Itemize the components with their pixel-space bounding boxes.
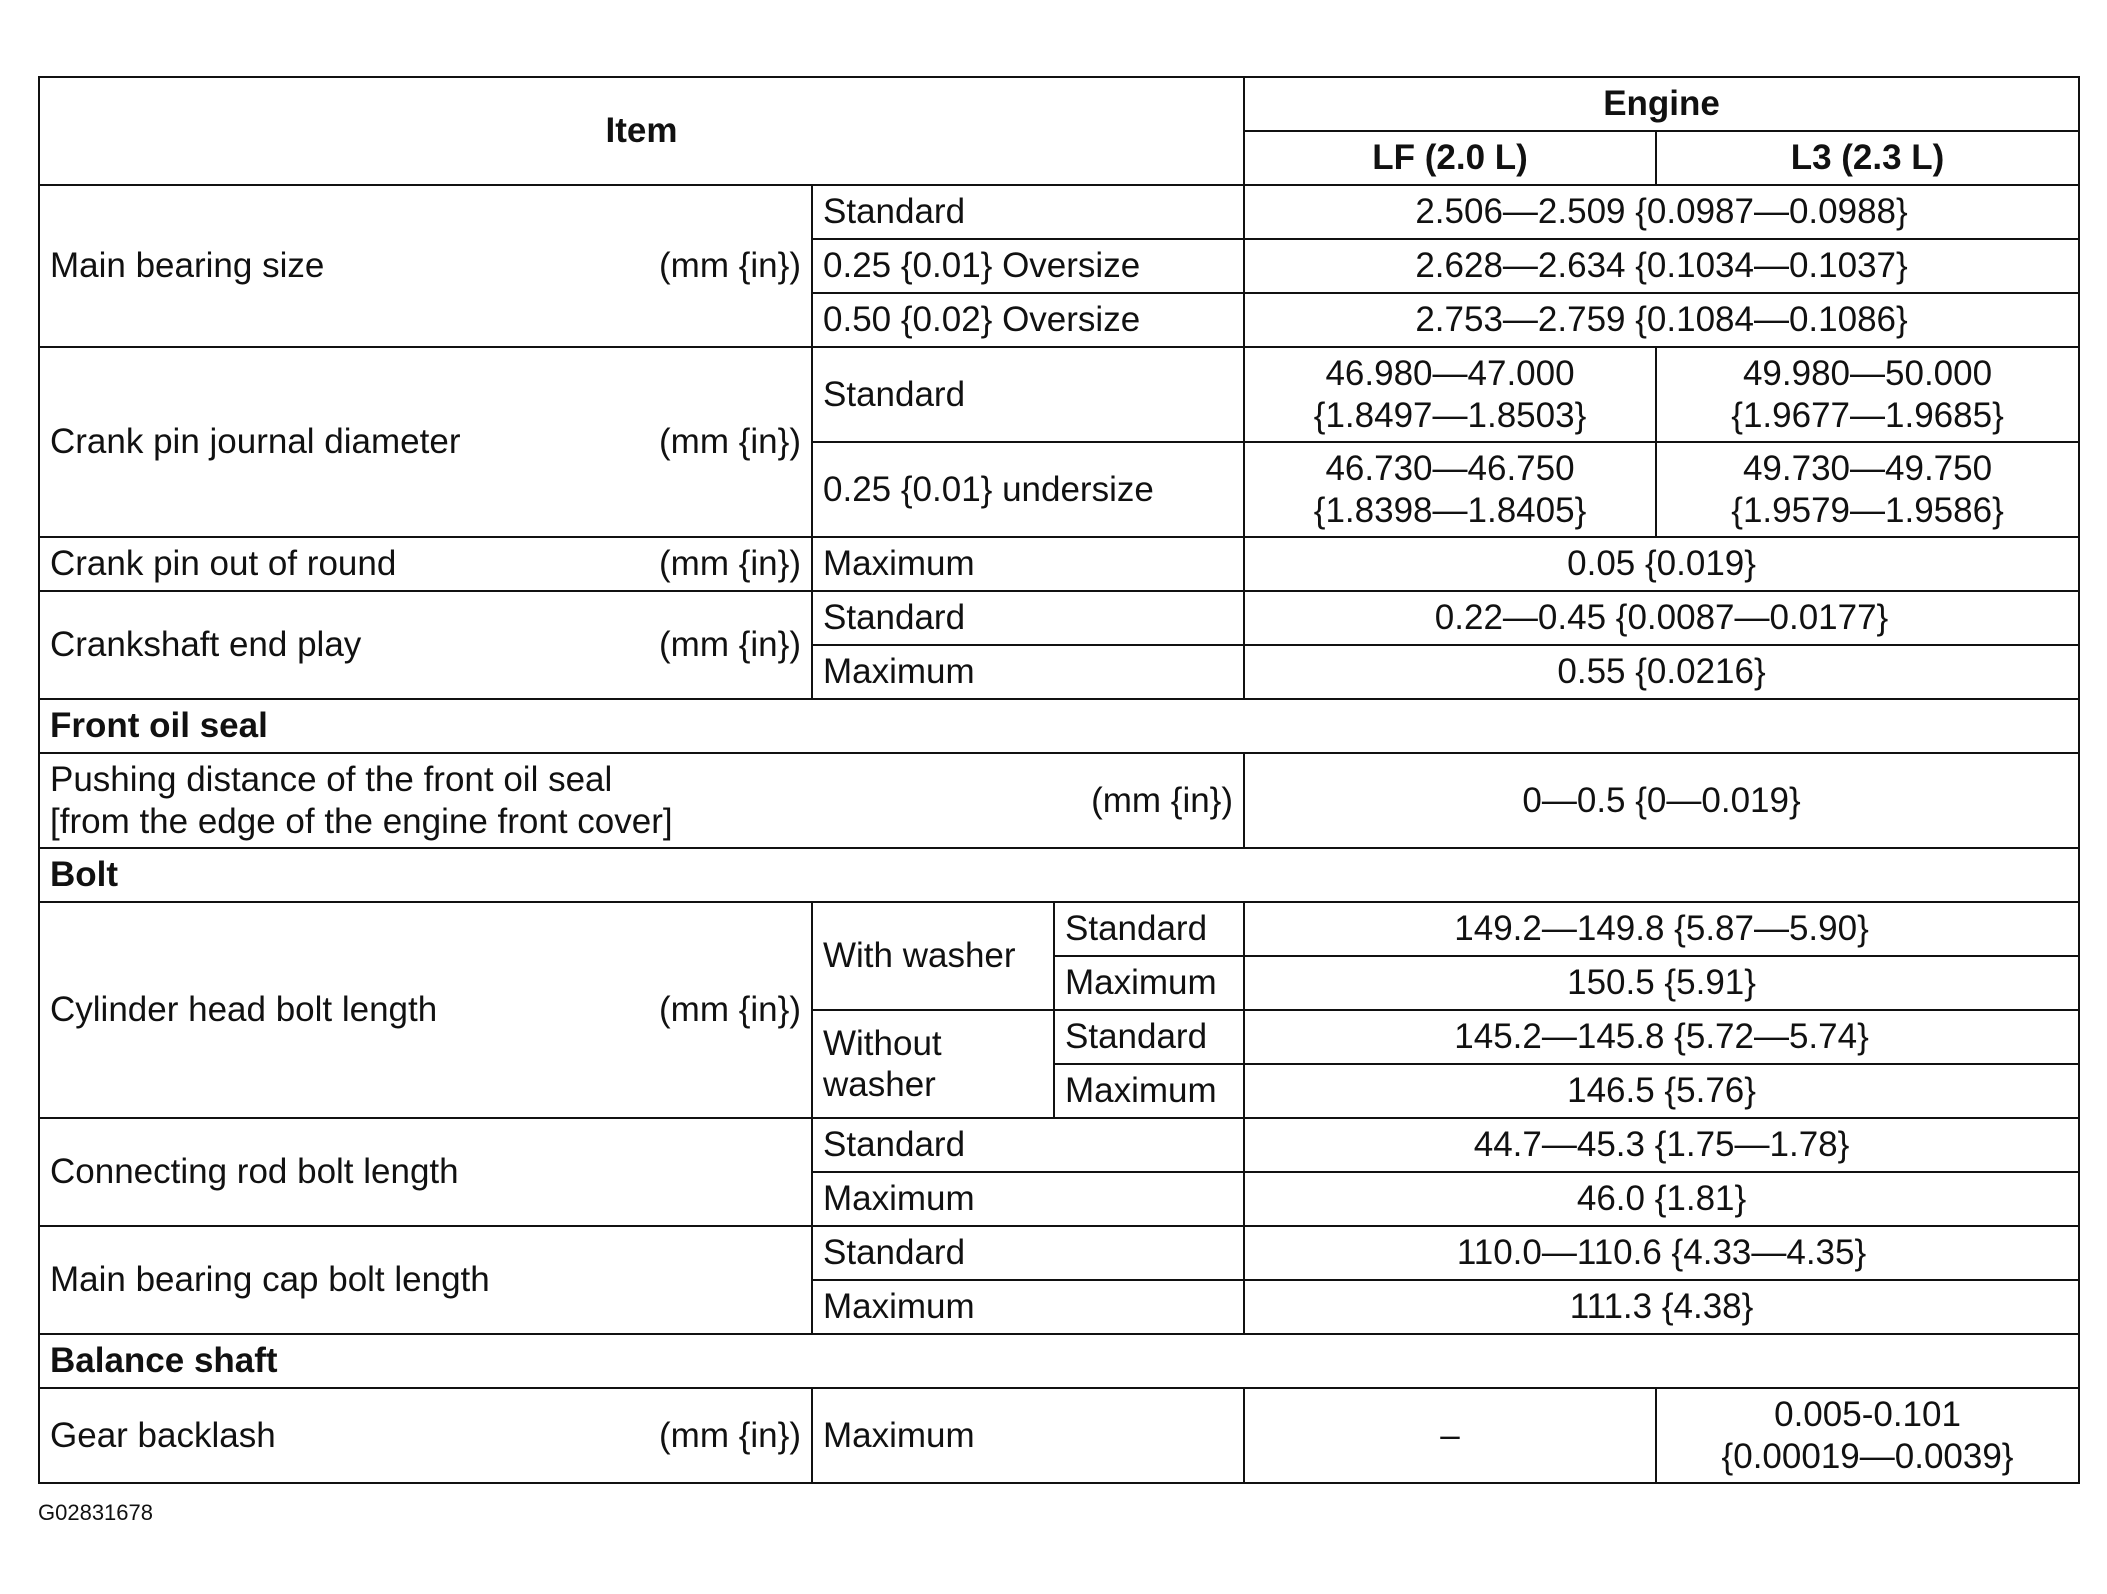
- value-cell: 0.55 {0.0216}: [1244, 645, 2079, 699]
- unit-label: (mm {in}): [659, 1415, 801, 1455]
- value-cell-lf: 46.730—46.750 {1.8398—1.8405}: [1244, 442, 1656, 537]
- condition-cell: 0.50 {0.02} Oversize: [812, 293, 1244, 347]
- section-balance-shaft: Balance shaft: [39, 1334, 2079, 1388]
- condition-cell: Standard: [812, 1226, 1244, 1280]
- condition-cell: Standard: [1054, 902, 1244, 956]
- header-l3: L3 (2.3 L): [1656, 131, 2079, 185]
- crank-pin-name: [39, 347, 812, 537]
- item-name: Crank pin out of round: [50, 544, 397, 584]
- condition-cell: Maximum: [1054, 1064, 1244, 1118]
- value-cell: 0.22—0.45 {0.0087—0.0177}: [1244, 591, 2079, 645]
- item-name: Crankshaft end play: [50, 625, 362, 665]
- condition-cell: Maximum: [1054, 956, 1244, 1010]
- section-bolt: Bolt: [39, 848, 2079, 902]
- value-cell: 146.5 {5.76}: [1244, 1064, 2079, 1118]
- condition-cell: Maximum: [812, 1280, 1244, 1334]
- condition-cell: Maximum: [812, 645, 1244, 699]
- condition-cell: Standard: [812, 185, 1244, 239]
- header-item: Item: [39, 77, 1244, 185]
- value-cell: 145.2—145.8 {5.72—5.74}: [1244, 1010, 2079, 1064]
- crank-round-name: [39, 537, 812, 591]
- end-play-name: [39, 591, 812, 699]
- cyl-head-bolt-name: [39, 902, 812, 1118]
- value-cell: 46.0 {1.81}: [1244, 1172, 2079, 1226]
- conrod-bolt-name: Connecting rod bolt length: [39, 1118, 812, 1226]
- value-cell-l3: 49.730—49.750 {1.9579—1.9586}: [1656, 442, 2079, 537]
- value-cell: 149.2—149.8 {5.87—5.90}: [1244, 902, 2079, 956]
- value-cell: 2.753—2.759 {0.1084—0.1086}: [1244, 293, 2079, 347]
- unit-label: (mm {in}): [1091, 780, 1234, 820]
- condition-cell: Maximum: [812, 537, 1244, 591]
- condition-cell: 0.25 {0.01} undersize: [812, 442, 1244, 537]
- unit-label: (mm {in}): [659, 422, 801, 462]
- unit-label: (mm {in}): [659, 990, 801, 1030]
- specification-table: [38, 76, 2080, 1484]
- value-cell: 111.3 {4.38}: [1244, 1280, 2079, 1334]
- gear-backlash-name: [39, 1388, 812, 1483]
- value-cell-lf: 46.980—47.000 {1.8497—1.8503}: [1244, 347, 1656, 442]
- main-bearing-name: [39, 185, 812, 347]
- value-cell-lf: –: [1244, 1388, 1656, 1483]
- condition-cell: 0.25 {0.01} Oversize: [812, 239, 1244, 293]
- condition-cell: Standard: [812, 347, 1244, 442]
- with-washer-cell: With washer: [812, 902, 1054, 1010]
- figure-code: G02831678: [38, 1500, 153, 1525]
- item-name: Cylinder head bolt length: [50, 990, 438, 1030]
- without-washer-cell: Without washer: [812, 1010, 1054, 1118]
- item-name: Crank pin journal diameter: [50, 422, 461, 462]
- condition-cell: Maximum: [812, 1172, 1244, 1226]
- header-lf: LF (2.0 L): [1244, 131, 1656, 185]
- item-name: Main bearing size: [50, 246, 325, 286]
- condition-cell: Standard: [812, 591, 1244, 645]
- header-engine: Engine: [1244, 77, 2079, 131]
- value-cell: 0.05 {0.019}: [1244, 537, 2079, 591]
- unit-label: (mm {in}): [659, 246, 801, 286]
- item-name: Gear backlash: [50, 1415, 276, 1455]
- condition-cell: Standard: [1054, 1010, 1244, 1064]
- condition-cell: Standard: [812, 1118, 1244, 1172]
- value-cell: 44.7—45.3 {1.75—1.78}: [1244, 1118, 2079, 1172]
- value-cell: 0—0.5 {0—0.019}: [1244, 753, 2079, 848]
- section-front-oil-seal: Front oil seal: [39, 699, 2079, 753]
- item-name: Pushing distance of the front oil seal [from the edge of the engine front cover]: [50, 760, 673, 841]
- value-cell-l3: 0.005-0.101 {0.00019—0.0039}: [1656, 1388, 2079, 1483]
- unit-label: (mm {in}): [659, 544, 801, 584]
- front-oil-seal-name: [39, 753, 1244, 848]
- value-cell: 2.628—2.634 {0.1034—0.1037}: [1244, 239, 2079, 293]
- main-cap-bolt-name: Main bearing cap bolt length: [39, 1226, 812, 1334]
- value-cell: 150.5 {5.91}: [1244, 956, 2079, 1010]
- value-cell: 110.0—110.6 {4.33—4.35}: [1244, 1226, 2079, 1280]
- condition-cell: Maximum: [812, 1388, 1244, 1483]
- value-cell-l3: 49.980—50.000 {1.9677—1.9685}: [1656, 347, 2079, 442]
- value-cell: 2.506—2.509 {0.0987—0.0988}: [1244, 185, 2079, 239]
- unit-label: (mm {in}): [659, 625, 801, 665]
